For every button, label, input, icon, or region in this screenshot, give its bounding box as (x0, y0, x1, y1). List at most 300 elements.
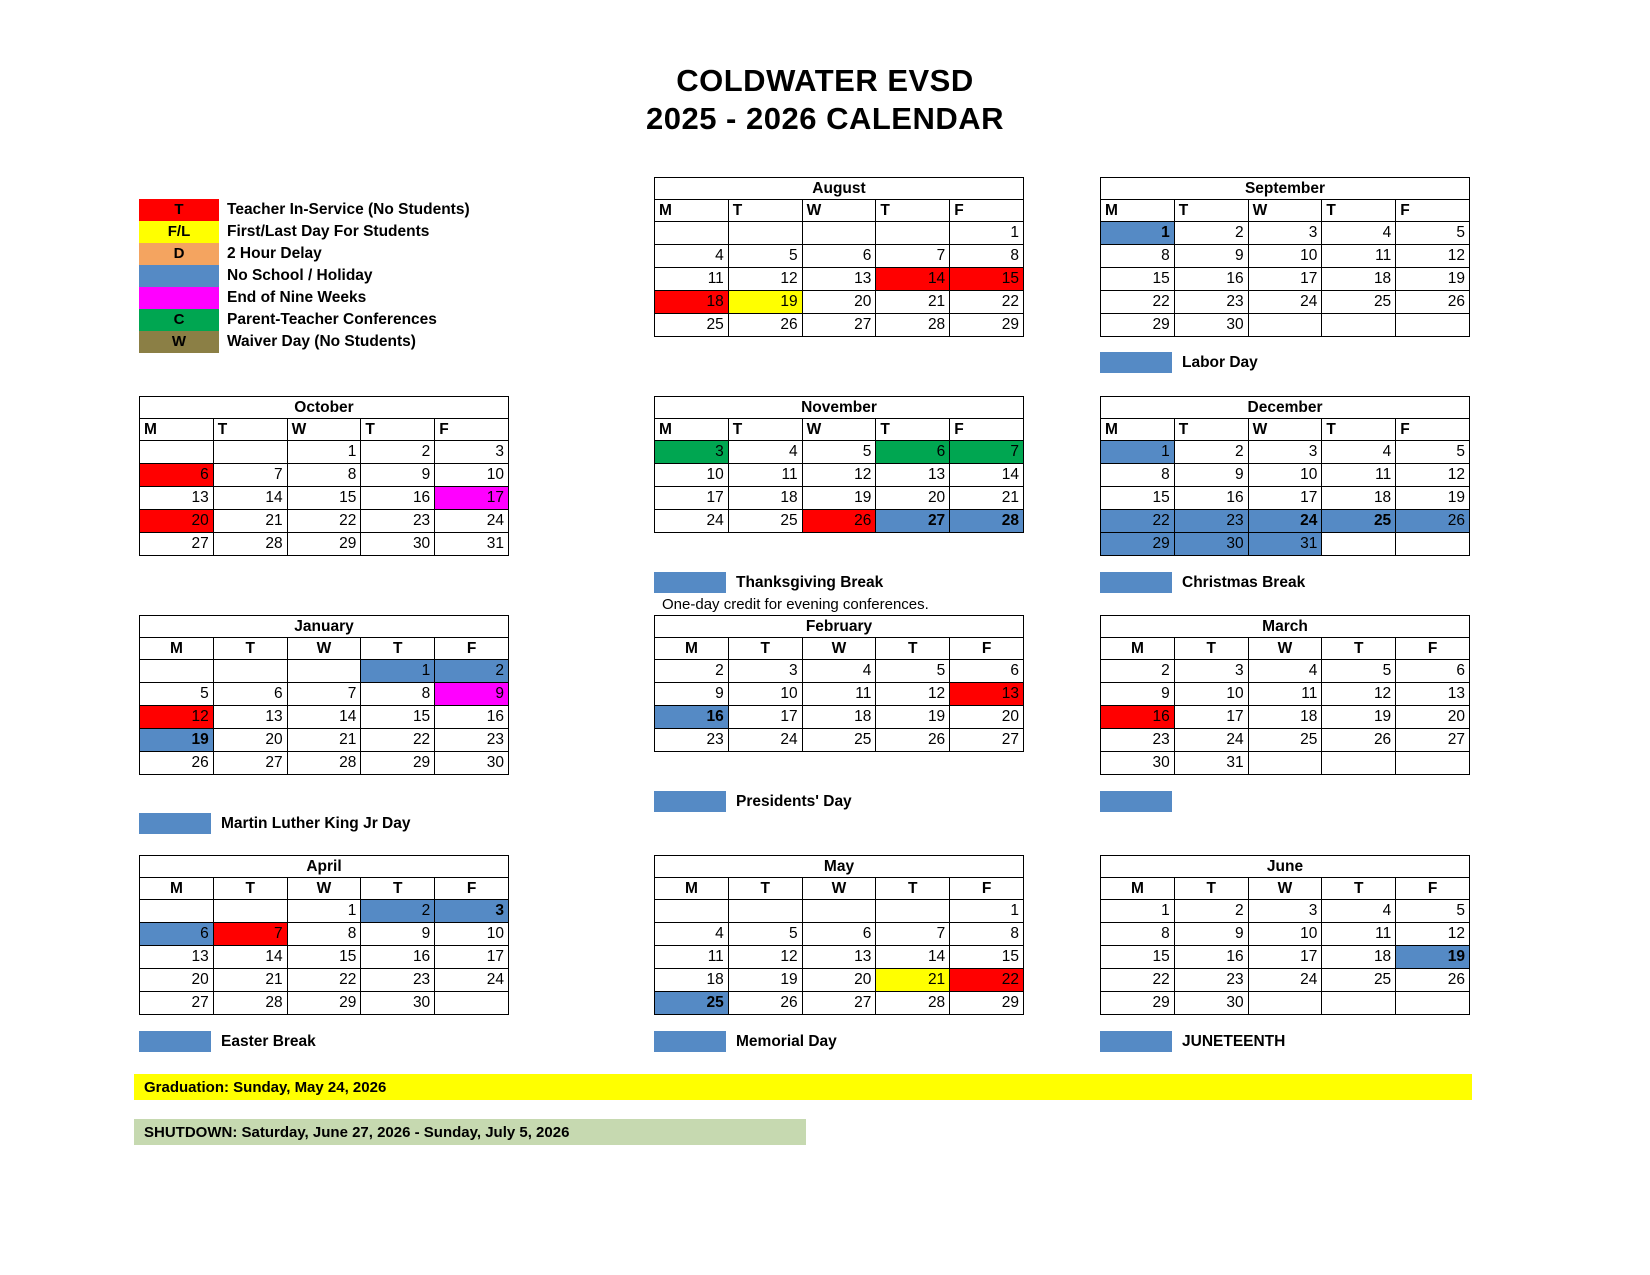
day-cell: 27 (950, 729, 1024, 752)
day-cell: 16 (361, 946, 435, 969)
day-cell: 9 (1174, 464, 1248, 487)
day-cell: 10 (655, 464, 729, 487)
day-cell: 17 (1248, 487, 1322, 510)
day-cell: 26 (1322, 729, 1396, 752)
week-row (1101, 268, 1470, 291)
day-cell: 12 (802, 464, 876, 487)
week-row (655, 464, 1024, 487)
day-cell: 9 (1101, 683, 1175, 706)
day-cell: 11 (728, 464, 802, 487)
dow-header: F (950, 419, 1024, 441)
month-grid-december (1100, 396, 1470, 556)
day-cell: 11 (1248, 683, 1322, 706)
key-labor-day (1100, 352, 1258, 373)
dow-header: M (1101, 878, 1175, 900)
day-cell: 7 (876, 245, 950, 268)
dow-header: W (1248, 200, 1322, 222)
week-row (140, 441, 509, 464)
day-cell: 4 (728, 441, 802, 464)
day-cell: 28 (213, 533, 287, 556)
day-cell: 19 (1396, 268, 1470, 291)
day-cell: 1 (1101, 222, 1175, 245)
dow-header: F (435, 419, 509, 441)
day-cell: 11 (1322, 923, 1396, 946)
legend-swatch-icon: T (139, 199, 219, 221)
month-grid-june (1100, 855, 1470, 1015)
conference-credit-note: One-day credit for evening conferences. (662, 596, 929, 613)
day-cell: 10 (1248, 464, 1322, 487)
day-cell: 5 (802, 441, 876, 464)
week-row (655, 222, 1024, 245)
legend-label: First/Last Day For Students (227, 223, 430, 240)
legend-swatch-icon: C (139, 309, 219, 331)
day-cell: 26 (1396, 291, 1470, 314)
day-cell: 3 (1248, 441, 1322, 464)
day-cell: 8 (287, 464, 361, 487)
day-cell: 4 (802, 660, 876, 683)
dow-header: T (728, 200, 802, 222)
dow-header: T (1322, 200, 1396, 222)
day-cell: 9 (655, 683, 729, 706)
day-cell: 29 (1101, 314, 1175, 337)
week-row (1101, 464, 1470, 487)
day-cell: 5 (1396, 441, 1470, 464)
day-cell: 8 (287, 923, 361, 946)
day-cell: 29 (950, 992, 1024, 1015)
dow-header: M (1101, 638, 1175, 660)
day-cell: 19 (1322, 706, 1396, 729)
dow-header: M (655, 419, 729, 441)
day-cell: 30 (1174, 314, 1248, 337)
day-cell (1396, 992, 1470, 1015)
day-cell: 26 (1396, 510, 1470, 533)
day-cell: 23 (1101, 729, 1175, 752)
day-cell: 1 (287, 441, 361, 464)
day-cell: 4 (1322, 900, 1396, 923)
dow-header: W (1248, 878, 1322, 900)
week-row (140, 900, 509, 923)
dow-header: F (435, 638, 509, 660)
day-cell: 1 (1101, 900, 1175, 923)
shutdown-banner: SHUTDOWN: Saturday, June 27, 2026 - Sunday, July 5, 2026 (134, 1119, 806, 1145)
day-cell: 20 (950, 706, 1024, 729)
day-cell: 30 (1174, 533, 1248, 556)
dow-header: W (287, 419, 361, 441)
day-cell (287, 660, 361, 683)
day-cell: 6 (1396, 660, 1470, 683)
holiday-swatch-icon (1100, 791, 1172, 812)
key-thanksgiving-label: Thanksgiving Break (736, 573, 884, 591)
day-cell: 1 (1101, 441, 1175, 464)
day-cell: 31 (435, 533, 509, 556)
day-cell: 19 (802, 487, 876, 510)
day-cell: 24 (1248, 291, 1322, 314)
week-row (1101, 923, 1470, 946)
day-cell: 1 (287, 900, 361, 923)
day-cell: 18 (802, 706, 876, 729)
month-title: September (1101, 178, 1470, 200)
day-cell: 12 (728, 268, 802, 291)
day-cell: 24 (435, 969, 509, 992)
key-mlk-label: Martin Luther King Jr Day (221, 814, 411, 832)
month-title: March (1101, 616, 1470, 638)
week-row (655, 683, 1024, 706)
day-cell: 15 (361, 706, 435, 729)
week-row (1101, 752, 1470, 775)
day-cell: 17 (435, 946, 509, 969)
legend-row (139, 331, 559, 353)
day-cell: 14 (287, 706, 361, 729)
key-christmas-label: Christmas Break (1182, 573, 1306, 591)
week-row (140, 660, 509, 683)
day-cell: 29 (1101, 533, 1175, 556)
day-cell: 25 (728, 510, 802, 533)
dow-header: T (1174, 638, 1248, 660)
day-cell: 19 (876, 706, 950, 729)
day-cell: 6 (213, 683, 287, 706)
day-cell: 23 (1174, 969, 1248, 992)
day-cell: 7 (876, 923, 950, 946)
day-cell: 23 (655, 729, 729, 752)
day-cell: 16 (1174, 946, 1248, 969)
day-cell: 15 (287, 946, 361, 969)
holiday-swatch-icon (139, 813, 211, 834)
dow-header: W (1248, 419, 1322, 441)
day-cell: 29 (361, 752, 435, 775)
day-cell: 8 (1101, 245, 1175, 268)
dow-header: W (802, 638, 876, 660)
day-cell (1322, 533, 1396, 556)
week-row (1101, 946, 1470, 969)
day-cell: 20 (876, 487, 950, 510)
day-cell: 8 (950, 923, 1024, 946)
week-row (655, 660, 1024, 683)
dow-header: F (1396, 638, 1470, 660)
month-title: May (655, 856, 1024, 878)
dow-header: M (655, 638, 729, 660)
dow-header: T (1174, 419, 1248, 441)
week-row (140, 533, 509, 556)
day-cell: 23 (1174, 291, 1248, 314)
day-cell: 19 (140, 729, 214, 752)
day-cell: 18 (1248, 706, 1322, 729)
week-row (1101, 533, 1470, 556)
dow-header: T (361, 419, 435, 441)
day-cell: 2 (435, 660, 509, 683)
week-row (655, 441, 1024, 464)
dow-header: W (802, 419, 876, 441)
day-cell: 24 (655, 510, 729, 533)
day-cell: 20 (802, 291, 876, 314)
day-cell: 16 (1101, 706, 1175, 729)
day-cell (1396, 533, 1470, 556)
day-cell: 21 (213, 510, 287, 533)
day-cell: 20 (213, 729, 287, 752)
day-cell: 10 (1174, 683, 1248, 706)
week-row (655, 969, 1024, 992)
week-row (140, 923, 509, 946)
day-cell: 17 (1248, 268, 1322, 291)
day-cell: 11 (655, 946, 729, 969)
holiday-swatch-icon (654, 791, 726, 812)
day-cell: 4 (655, 245, 729, 268)
day-cell: 10 (435, 464, 509, 487)
week-row (140, 752, 509, 775)
day-cell: 7 (213, 923, 287, 946)
day-cell: 6 (950, 660, 1024, 683)
dow-header: T (1174, 200, 1248, 222)
week-row (1101, 900, 1470, 923)
day-cell: 11 (1322, 464, 1396, 487)
dow-header: T (876, 419, 950, 441)
dow-header: T (876, 200, 950, 222)
dow-header: W (1248, 638, 1322, 660)
day-cell: 16 (1174, 487, 1248, 510)
day-cell: 18 (728, 487, 802, 510)
key-march-unlabeled (1100, 791, 1182, 812)
dow-header: F (1396, 419, 1470, 441)
day-cell: 1 (950, 222, 1024, 245)
day-cell: 31 (1174, 752, 1248, 775)
day-cell: 9 (1174, 923, 1248, 946)
day-cell: 12 (1396, 245, 1470, 268)
day-cell: 25 (1322, 969, 1396, 992)
day-cell: 8 (1101, 464, 1175, 487)
day-cell (140, 660, 214, 683)
week-row (655, 245, 1024, 268)
day-cell: 4 (1322, 222, 1396, 245)
dow-header: M (140, 638, 214, 660)
dow-header: F (950, 878, 1024, 900)
day-cell: 17 (1248, 946, 1322, 969)
week-row (1101, 510, 1470, 533)
month-title: August (655, 178, 1024, 200)
key-presidents-label: Presidents' Day (736, 792, 852, 810)
key-juneteenth (1100, 1031, 1285, 1052)
day-cell: 26 (876, 729, 950, 752)
month-title: October (140, 397, 509, 419)
day-cell: 15 (1101, 268, 1175, 291)
day-cell: 17 (1174, 706, 1248, 729)
week-row (140, 729, 509, 752)
day-cell: 9 (361, 923, 435, 946)
graduation-banner: Graduation: Sunday, May 24, 2026 (134, 1074, 1472, 1100)
key-memorial-label: Memorial Day (736, 1032, 837, 1050)
week-row (655, 729, 1024, 752)
dow-header: M (1101, 200, 1175, 222)
day-cell: 18 (1322, 268, 1396, 291)
day-cell: 15 (950, 268, 1024, 291)
day-cell: 3 (1174, 660, 1248, 683)
week-row (140, 706, 509, 729)
day-cell: 27 (140, 533, 214, 556)
dow-header: T (361, 878, 435, 900)
day-cell (1322, 314, 1396, 337)
day-cell: 18 (1322, 946, 1396, 969)
day-cell: 3 (1248, 900, 1322, 923)
dow-header: T (1174, 878, 1248, 900)
day-cell (728, 222, 802, 245)
week-row (1101, 683, 1470, 706)
legend-label: End of Nine Weeks (227, 289, 367, 306)
day-cell: 5 (1396, 222, 1470, 245)
dow-header: F (1396, 878, 1470, 900)
day-cell: 22 (287, 510, 361, 533)
day-cell: 24 (1248, 969, 1322, 992)
day-cell: 28 (287, 752, 361, 775)
day-cell: 6 (876, 441, 950, 464)
day-cell: 2 (655, 660, 729, 683)
day-cell: 13 (140, 487, 214, 510)
day-cell: 20 (140, 969, 214, 992)
holiday-swatch-icon (654, 1031, 726, 1052)
dow-header: T (1322, 419, 1396, 441)
day-cell: 25 (1322, 291, 1396, 314)
day-cell: 2 (1101, 660, 1175, 683)
day-cell: 13 (213, 706, 287, 729)
day-cell: 5 (140, 683, 214, 706)
week-row (140, 946, 509, 969)
day-cell: 27 (802, 992, 876, 1015)
day-cell: 7 (287, 683, 361, 706)
day-cell: 24 (728, 729, 802, 752)
day-cell: 29 (287, 992, 361, 1015)
week-row (1101, 729, 1470, 752)
day-cell: 29 (1101, 992, 1175, 1015)
day-cell: 23 (1174, 510, 1248, 533)
week-row (140, 683, 509, 706)
week-row (1101, 245, 1470, 268)
week-row (655, 291, 1024, 314)
month-grid-march (1100, 615, 1470, 775)
day-cell: 6 (802, 245, 876, 268)
dow-header: T (728, 638, 802, 660)
legend-swatch-icon (139, 287, 219, 309)
day-cell (1322, 752, 1396, 775)
page-title (0, 62, 1650, 138)
dow-header: W (802, 200, 876, 222)
day-cell: 26 (140, 752, 214, 775)
day-cell: 22 (361, 729, 435, 752)
legend-label: Parent-Teacher Conferences (227, 311, 437, 328)
day-cell: 5 (1322, 660, 1396, 683)
week-row (655, 992, 1024, 1015)
legend-row (139, 221, 559, 243)
day-cell: 25 (655, 314, 729, 337)
day-cell: 25 (1322, 510, 1396, 533)
holiday-swatch-icon (1100, 352, 1172, 373)
day-cell: 2 (361, 441, 435, 464)
week-row (1101, 969, 1470, 992)
day-cell: 3 (435, 900, 509, 923)
month-title: December (1101, 397, 1470, 419)
day-cell: 25 (655, 992, 729, 1015)
week-row (655, 923, 1024, 946)
week-row (140, 992, 509, 1015)
day-cell: 24 (1174, 729, 1248, 752)
day-cell: 11 (802, 683, 876, 706)
week-row (655, 946, 1024, 969)
day-cell: 13 (950, 683, 1024, 706)
day-cell (655, 222, 729, 245)
day-cell: 18 (655, 969, 729, 992)
day-cell: 22 (1101, 510, 1175, 533)
day-cell (1396, 314, 1470, 337)
day-cell: 12 (876, 683, 950, 706)
legend-label: Teacher In-Service (No Students) (227, 201, 470, 218)
dow-header: T (213, 419, 287, 441)
day-cell: 2 (1174, 441, 1248, 464)
day-cell: 2 (361, 900, 435, 923)
day-cell: 19 (1396, 946, 1470, 969)
week-row (140, 487, 509, 510)
month-grid-august (654, 177, 1024, 337)
week-row (1101, 222, 1470, 245)
day-cell: 8 (361, 683, 435, 706)
week-row (655, 706, 1024, 729)
month-grid-september (1100, 177, 1470, 337)
legend-swatch-icon: F/L (139, 221, 219, 243)
day-cell: 13 (876, 464, 950, 487)
day-cell (435, 992, 509, 1015)
dow-header: W (287, 878, 361, 900)
legend-swatch-icon (139, 265, 219, 287)
week-row (655, 510, 1024, 533)
day-cell: 16 (435, 706, 509, 729)
dow-header: F (950, 638, 1024, 660)
day-cell: 16 (655, 706, 729, 729)
week-row (140, 969, 509, 992)
day-cell: 3 (728, 660, 802, 683)
day-cell: 24 (435, 510, 509, 533)
day-cell: 15 (1101, 946, 1175, 969)
day-cell: 28 (950, 510, 1024, 533)
legend-label: No School / Holiday (227, 267, 373, 284)
day-cell: 27 (140, 992, 214, 1015)
legend-row (139, 309, 559, 331)
day-cell (655, 900, 729, 923)
month-grid-january (139, 615, 509, 775)
month-grid-april (139, 855, 509, 1015)
day-cell: 5 (1396, 900, 1470, 923)
day-cell: 23 (361, 510, 435, 533)
key-juneteenth-label: JUNETEENTH (1182, 1032, 1286, 1050)
day-cell: 3 (435, 441, 509, 464)
day-cell (140, 900, 214, 923)
dow-header: T (876, 878, 950, 900)
day-cell (802, 900, 876, 923)
day-cell: 3 (1248, 222, 1322, 245)
day-cell (1248, 752, 1322, 775)
month-grid-may (654, 855, 1024, 1015)
month-title: January (140, 616, 509, 638)
key-easter-break (139, 1031, 316, 1052)
month-grid-february (654, 615, 1024, 752)
day-cell: 12 (1322, 683, 1396, 706)
day-cell: 15 (950, 946, 1024, 969)
day-cell: 3 (655, 441, 729, 464)
day-cell (1396, 752, 1470, 775)
month-title: June (1101, 856, 1470, 878)
day-cell: 11 (655, 268, 729, 291)
key-presidents-day (654, 791, 852, 812)
day-cell: 10 (728, 683, 802, 706)
key-memorial-day (654, 1031, 837, 1052)
day-cell: 12 (1396, 464, 1470, 487)
day-cell: 29 (950, 314, 1024, 337)
day-cell: 20 (802, 969, 876, 992)
day-cell: 7 (950, 441, 1024, 464)
